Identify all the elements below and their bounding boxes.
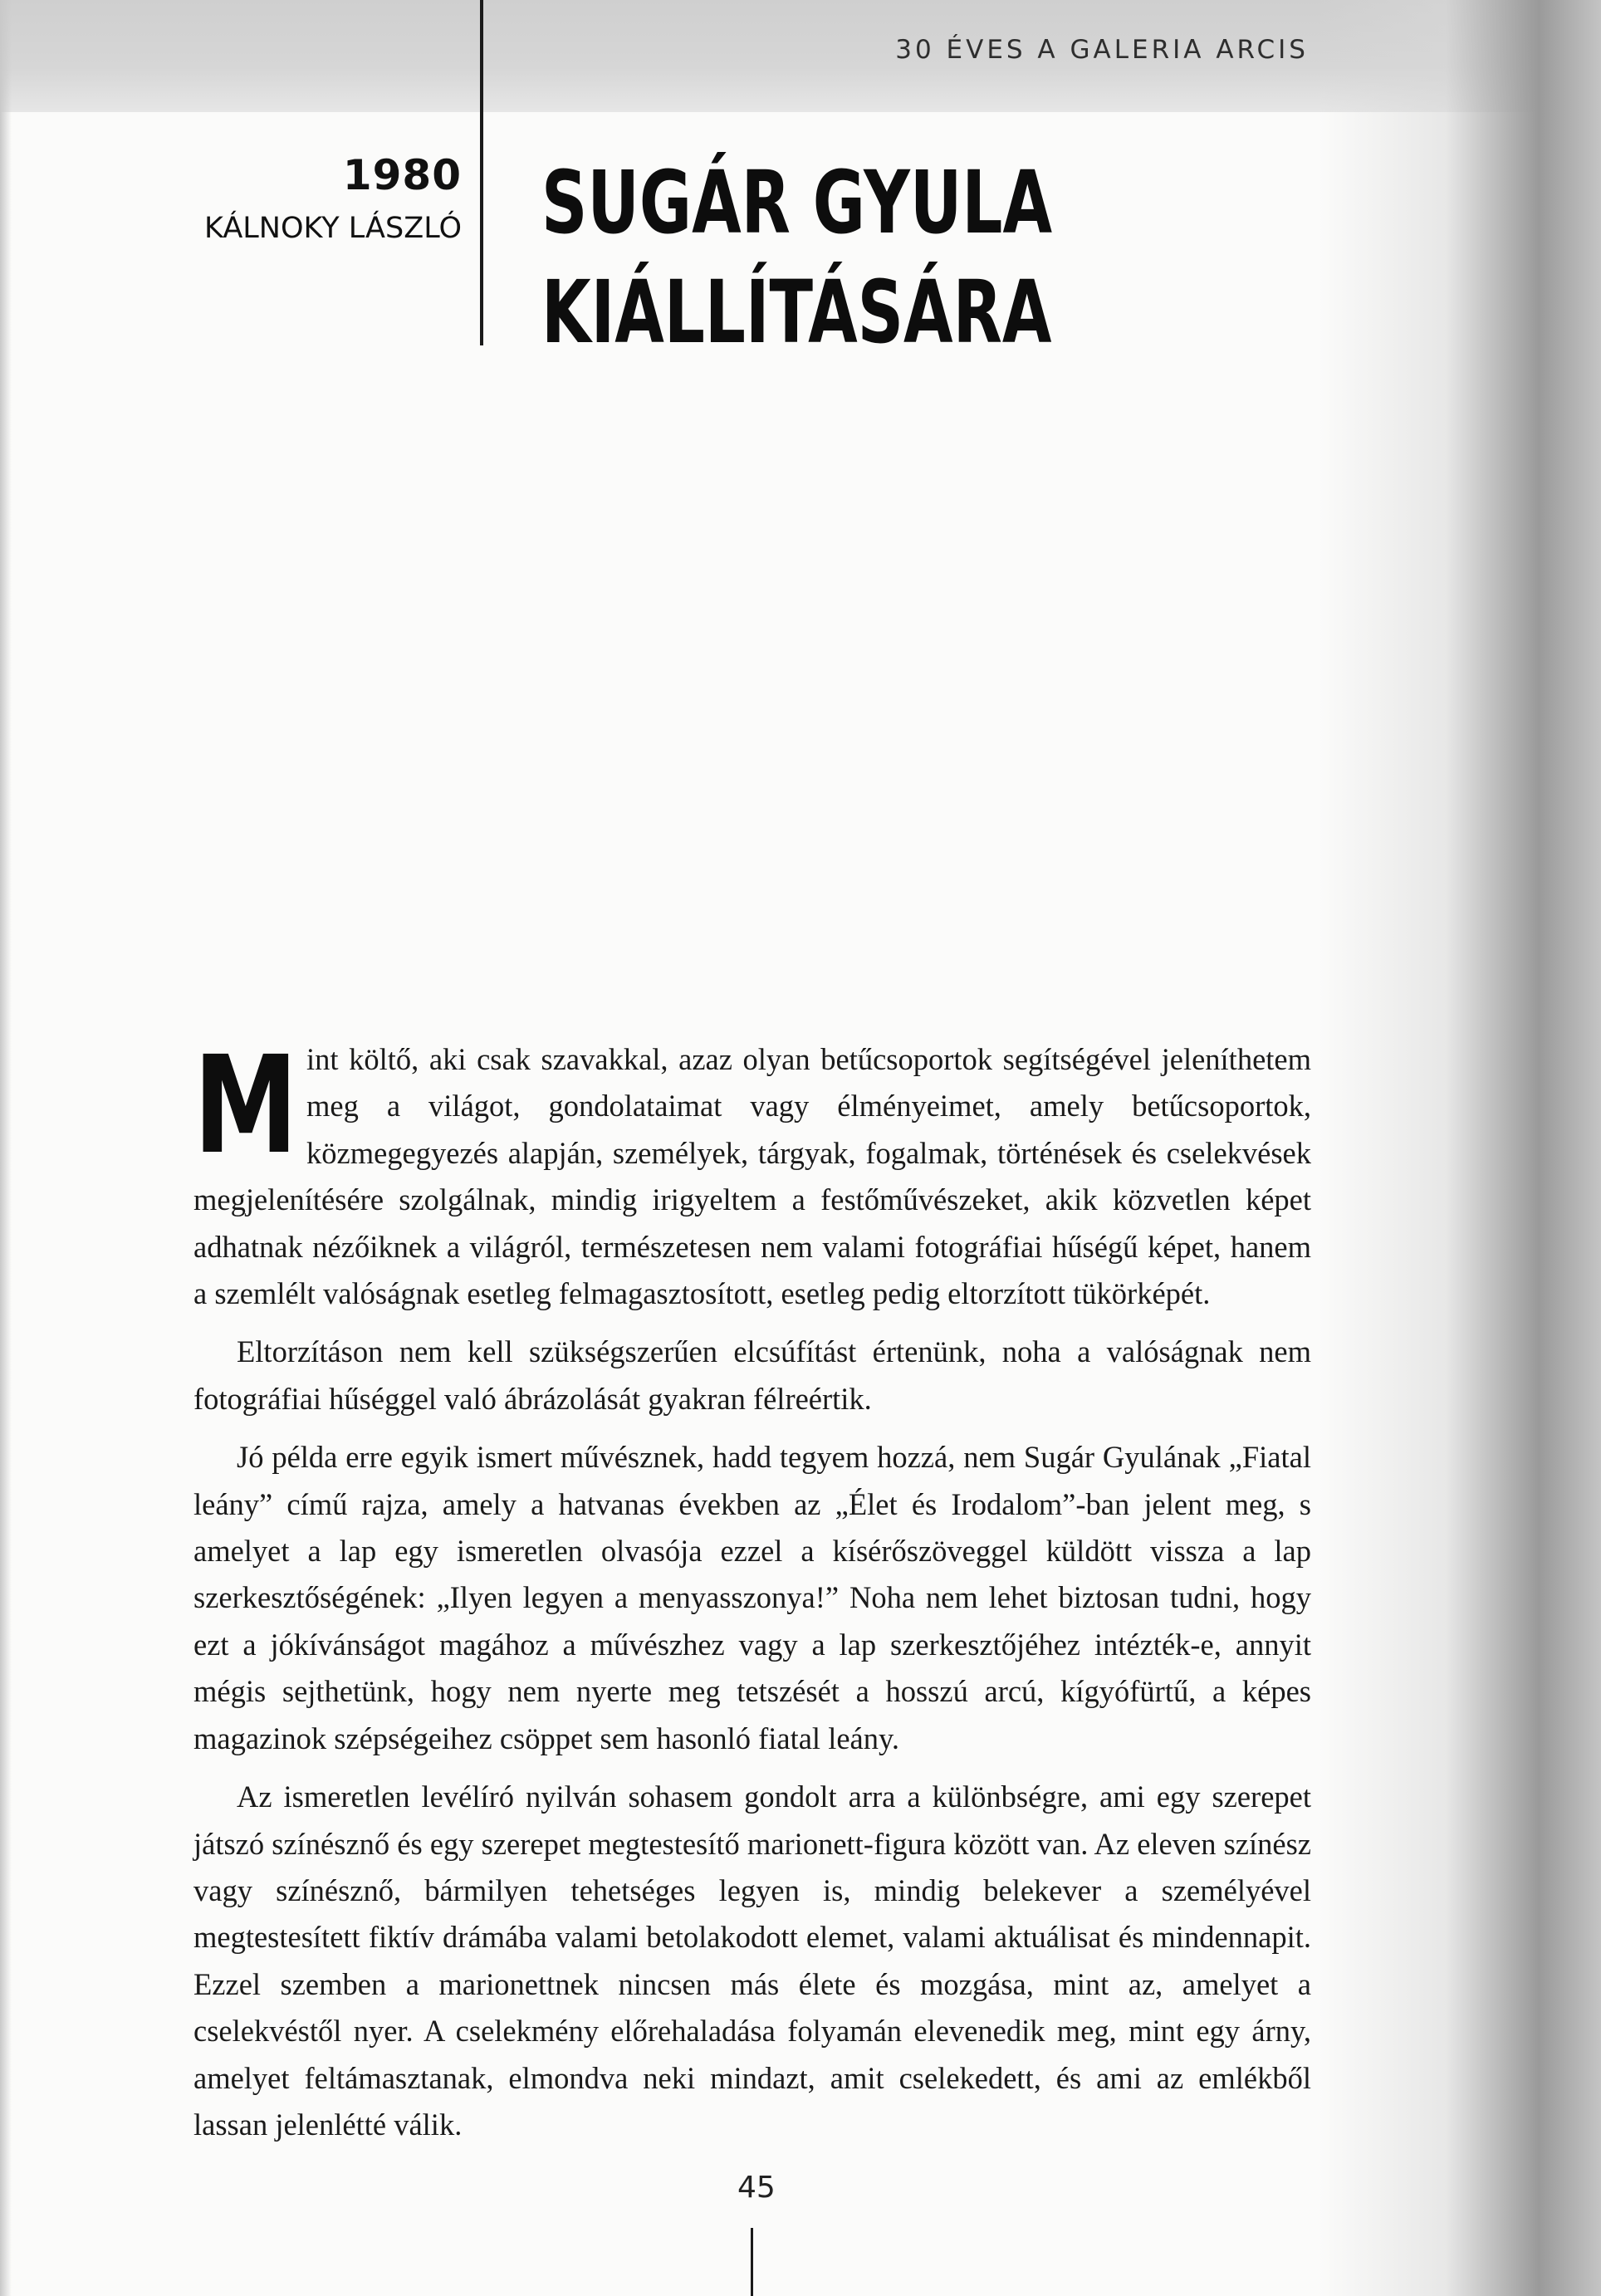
running-head: 30 ÉVES A GALERIA ARCIS: [895, 35, 1309, 65]
article-title: [541, 148, 1052, 367]
vertical-rule-top: [480, 0, 483, 345]
year-label: 1980: [342, 151, 462, 199]
page-number: 45: [737, 2171, 776, 2205]
paragraph-3: Jó példa erre egyik ismert művésznek, hadd tegyem hozzá, nem Sugár Gyulának „Fiatal leány” című rajza, amely a hatvanas években az „Élet és Irodalom”-ban jelent meg, s amelyet a lap egy ismeretlen olvasója ezzel a kísérőszöveggel küldött vissza a lap szerkesztőségének: „Ilyen legyen a menyasszonya!” Noha nem lehet biztosan tudni, hogy ezt a jókívánságot magához a művészhez vagy a lap szerkesztőjéhez intézték-e, annyit mégis sejthetünk, hogy nem nyerte meg tetszését a hosszú arcú, kígyófürtű, a képes magazinok szépségeihez csöppet sem hasonló fiatal leány.: [193, 1440, 1311, 1755]
paragraph-1: [193, 1028, 1311, 1317]
paragraph-2: Eltorzításon nem kell szükségszerűen elcsúfítást értenünk, noha a valóságnak nem fotográfiai hűséggel való ábrázolását gyakran félreértik.: [193, 1334, 1311, 1416]
page-left-edge-shadow: [0, 0, 12, 2296]
paragraph-4: Az ismeretlen levélíró nyilván sohasem gondolt arra a különbségre, ami egy szerepet játszó színésznő és egy szerepet megtestesítő marionett-figura között van. Az eleven színész vagy színésznő, bármilyen tehetséges legyen is, mindig belekever a személyével megtestesített fiktív drámába valami betolakodott elemet, valami aktuálisat és mindennapit. Ezzel szemben a marionettnek nincsen más élete és mozgása, mint az, amelyet a cselekvéstől nyer. A cselekmény előrehaladása folyamán elevenedik meg, mint egy árny, amelyet feltámasztanak, elmondva neki mindazt, amit cselekedett, és ami az emlékből lassan jelenlétté válik.: [193, 1780, 1311, 2142]
title-line-1: SUGÁR GYULA: [541, 152, 1053, 253]
paragraph-1-text: int költő, aki csak szavakkal, azaz olyan betűcsoportok segítségével jeleníthetem meg a világot, gondolataimat vagy élményeimet, amely betűcsoportok, közmegegyezés alapján, személyek, tárgyak, fogalmak, történések és cselekvések megjelenítésére szolgálnak, mindig irigyeltem a festőművészeket, akik közvetlen képet adhatnak nézőiknek a világról, természetesen nem valami fotográfiai hűségű képet, hanem a szemlélt valóságnak esetleg felmagasztosított, esetleg pedig eltorzított tükörképét.: [193, 1042, 1311, 1311]
article-body: [193, 1028, 1311, 2160]
book-gutter-shadow: [1319, 0, 1601, 2296]
author-name: KÁLNOKY LÁSZLÓ: [204, 212, 462, 245]
drop-cap: M: [193, 1028, 298, 1184]
title-line-2: KIÁLLÍTÁSÁRA: [541, 262, 1052, 363]
vertical-rule-bottom: [751, 2228, 753, 2296]
